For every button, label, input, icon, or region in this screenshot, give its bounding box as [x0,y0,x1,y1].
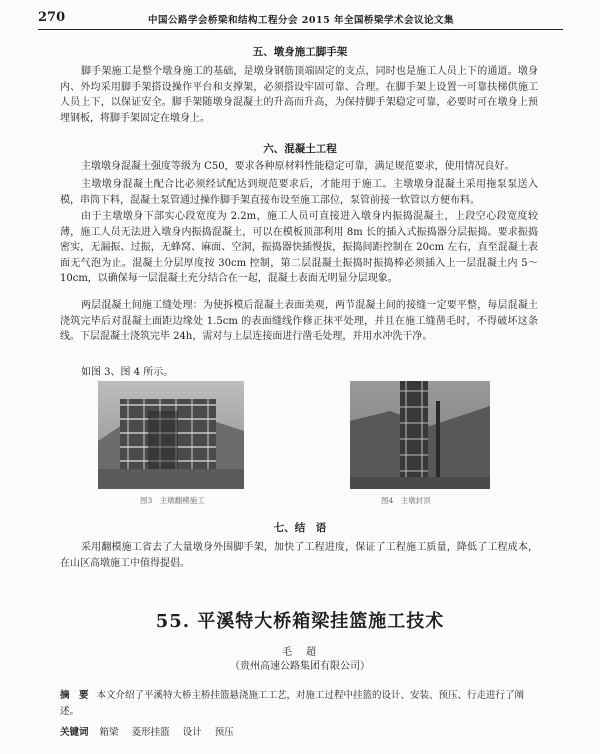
keywords [60,724,244,738]
figure-4-caption: 图4 主墩封顶 [381,496,431,505]
keyword: 箱梁 [99,727,119,738]
section-7-paragraph: 采用翻模施工省去了大量墩身外围脚手架，加快了工程进度，保证了工程施工质量，降低了工程成本，在山区高墩施工中值得提倡。 [60,542,538,569]
section-6-paragraph-3: 由于主墩墩身下部实心段宽度为 2.2m，施工人员可直接进入墩身内振捣混凝土，上段空心段宽度较薄，施工人员无法进入墩身内振捣混凝土，可以在模板顶部利用 8m 长的插入式振捣器分层振捣。要求振捣密实，无漏振、过振，无蜂窝、麻面、空洞，振捣器快插慢拔，振捣间距控制在 20cm 左右，直至混凝土表面无气泡为止。混凝土分层厚度按 30cm 控制，第二层混凝土振捣时振捣棒必须插入上一层混凝土内 5～10cm，以确保每一层混凝土充分结合在一起，混凝土表面无明显分层现象。 [60,211,538,285]
section-5-heading: 五、墩身施工脚手架 [252,46,348,58]
keyword: 菱形挂篮 [131,727,170,738]
section-5-paragraph: 脚手架施工是整个墩身施工的基础，是墩身钢筋顶端固定的支点，同时也是施工人员上下的通道。墩身内、外均采用脚手架搭设操作平台和支撑架，必须搭设牢固可靠、合理。在脚手架上设置一可靠扶梯供施工人员上下，以保证安全。脚手架随墩身混凝土的升高而升高，为保持脚手架稳定可靠，必要时可在墩身上预埋钢板，将脚手架固定在墩身上。 [60,66,538,124]
section-6-paragraph-1: 主墩墩身混凝土强度等级为 C50，要求各种原材料性能稳定可靠，满足规范要求，使用情况良好。 [81,161,515,172]
section-6-paragraph-4: 两层混凝土间施工缝处理：为使拆模后混凝土表面美观，两节混凝土间的接缝一定要平整，每层混凝土浇筑完毕后对混凝土面距边缘处 1.5cm 的表面缝线作修正抹平处理，并且在施工缝凿毛时，不得破坏这条线。下层混凝土浇筑完毕 24h，需对与上层连接面进行凿毛处理，并用水冲洗干净。 [60,300,538,343]
figure-3-caption: 图3 主墩翻模施工 [140,496,205,505]
keyword: 预压 [214,727,234,738]
section-6-heading: 六、混凝土工程 [263,143,337,155]
article-author: 毛 超 [282,647,318,658]
keywords-label: 关键词 [60,727,89,738]
abstract-label: 摘 要 [60,690,89,701]
figure-reference: 如图 3、图 4 所示。 [81,367,174,378]
figure-4-photo [350,381,490,489]
page-header [38,8,563,30]
article-title: 55. 平溪特大桥箱梁挂篮施工技术 [155,611,445,632]
article-affiliation: （贵州高速公路集团有限公司） [230,661,370,672]
abstract [60,688,538,720]
running-head: 中国公路学会桥梁和结构工程分会 2015 年全国桥梁学术会议论文集 [148,15,455,26]
keyword: 设计 [182,727,202,738]
page-number: 270 [38,10,66,25]
abstract-text: 本文介绍了平溪特大桥主桥挂篮悬浇施工工艺，对施工过程中挂篮的设计、安装、预压、行走进行了阐述。 [60,690,525,717]
section-7-heading: 七、结 语 [273,522,327,534]
figure-3-photo [98,381,244,489]
section-6-paragraph-2: 主墩墩身混凝土配合比必须经试配达到规范要求后，才能用于施工。主墩墩身混凝土采用拖泵泵送入模，串筒下料，混凝土泵管通过操作脚手架直接布设至施工部位，泵管前接一软管以方便布料。 [60,179,538,206]
